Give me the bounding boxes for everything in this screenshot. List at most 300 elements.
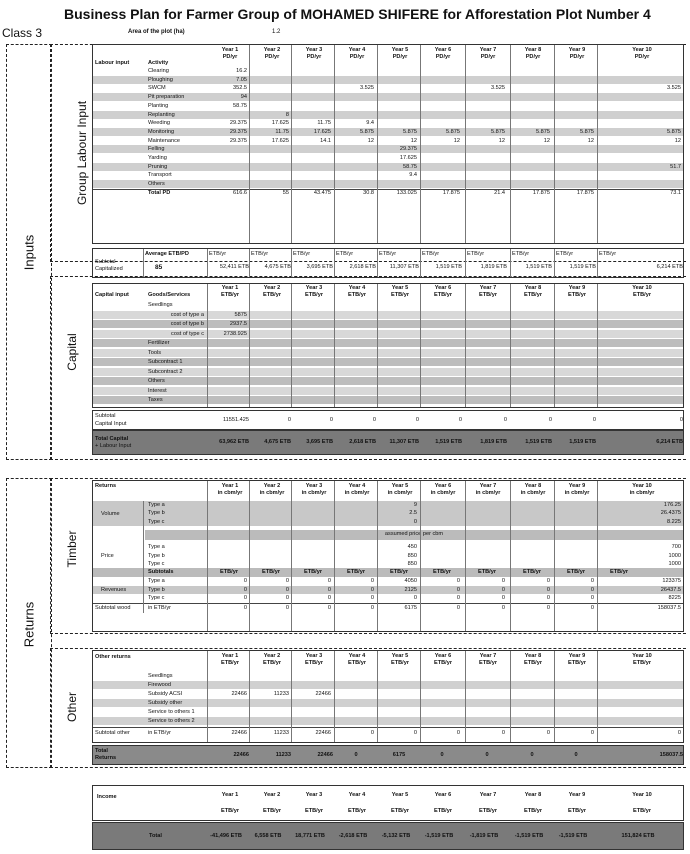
plot-area-value: 1.2 (272, 29, 281, 35)
year-unit: ETB/yr (523, 808, 543, 814)
subtotal-label-2: Capitalized (95, 266, 123, 272)
labour-row (93, 163, 683, 171)
total-value: 1,519 ETB (525, 439, 552, 445)
cell-value (597, 76, 681, 84)
cell-value (510, 163, 550, 171)
capital-row (93, 377, 683, 385)
cell-value: 17.875 (576, 189, 594, 196)
column-divider (465, 284, 466, 407)
cell-value: 3.525 (360, 85, 374, 92)
cell-value: 0 (501, 595, 505, 602)
cell-value (207, 699, 247, 707)
cell-value (554, 154, 594, 162)
timber-label: Timber (65, 530, 79, 568)
cell-value (249, 699, 289, 707)
subtotals-label: Subtotals (148, 569, 174, 576)
cell-value: 0 (546, 595, 550, 602)
capital-row (93, 368, 683, 376)
income-total-value: 18,771 ETB (295, 833, 325, 839)
cell-value (249, 154, 289, 162)
cell-value (554, 93, 594, 101)
year-header: Year 4 (348, 792, 366, 798)
cell-value (249, 84, 289, 92)
cell-value (420, 171, 460, 179)
other-row (93, 672, 683, 680)
group-label: Price (101, 553, 114, 560)
cell-value (465, 163, 505, 171)
cell-value: 0 (501, 730, 505, 736)
cell-value (377, 180, 417, 188)
type-y10-value: 8.225 (667, 518, 681, 525)
cell-value (334, 93, 374, 101)
labour-row (93, 154, 683, 162)
column-divider (465, 481, 466, 631)
group-label: Volume (101, 511, 120, 517)
labour-row (93, 67, 683, 75)
year-unit: ETB/yr (220, 808, 240, 814)
other-label: Service to others 1 (148, 709, 195, 715)
year-header: Year 7 (479, 653, 497, 659)
cell-value (420, 76, 460, 84)
cell-value: 55 (282, 189, 289, 196)
year-unit: ETB/yr (304, 660, 324, 666)
cell-value: 0 (546, 578, 550, 585)
year-unit: ETB/yr (523, 660, 543, 666)
cell-value: 11233 (273, 691, 289, 697)
total-returns-value: 0 (440, 752, 444, 758)
cell-value: 12 (367, 137, 374, 144)
cell-value: 94 (240, 94, 247, 101)
subtotal-value: 0 (679, 417, 683, 423)
cell-value: 0 (590, 730, 594, 736)
activity-label: Planting (148, 102, 169, 109)
year-header: Year 6 (434, 653, 452, 659)
cell-value: 22466 (315, 730, 331, 736)
labour-row (93, 102, 683, 110)
etb-unit: ETB/yr (303, 569, 323, 576)
subtotal-label: Subtotal (95, 259, 116, 265)
year-header: Year 7 (479, 483, 497, 489)
cell-value: 4050 (404, 578, 417, 585)
cell-value: 11.75 (275, 128, 289, 135)
year-header: Year 8 (524, 792, 542, 798)
cell-value (510, 145, 550, 153)
cell-value: 0 (456, 604, 460, 611)
column-divider (465, 249, 466, 277)
cell-value (597, 171, 681, 179)
labour-input-header: Labour input (95, 60, 130, 66)
cell-value: 9.4 (366, 120, 374, 127)
year-unit: in cbm/yr (629, 490, 655, 496)
subtotal-wood-unit: in ETB/yr (148, 604, 172, 611)
year-header: Year 5 (391, 47, 409, 53)
average-label: Average ETB/PD (145, 251, 189, 257)
cell-value: 5.875 (580, 128, 594, 135)
year-unit: in cbm/yr (387, 490, 413, 496)
subtotal-value: 0 (548, 417, 552, 423)
etb-unit: ETB/yr (336, 251, 354, 257)
other-row (93, 717, 683, 725)
column-divider (249, 284, 250, 407)
cell-value (465, 67, 505, 75)
goods-label: cost of type c (171, 330, 204, 337)
cell-value: 0 (456, 730, 460, 736)
cell-value (597, 102, 681, 110)
year-unit: in cbm/yr (520, 490, 546, 496)
total-returns-value: 6175 (392, 752, 406, 758)
cell-value (510, 76, 550, 84)
year-header: Year 9 (568, 792, 586, 798)
year-unit: ETB/yr (347, 292, 367, 298)
goods-label: Fertilizer (148, 340, 170, 346)
cell-value: 0 (590, 604, 594, 611)
capital-row (93, 330, 683, 338)
column-divider (291, 249, 292, 277)
year-unit: PD/yr (525, 54, 541, 60)
cell-value (377, 84, 417, 92)
cell-value (291, 672, 331, 680)
cell-value: 17.625 (271, 120, 289, 127)
cell-value (291, 154, 331, 162)
goods-label: Subcontract 1 (148, 359, 183, 365)
column-divider (597, 249, 598, 277)
cell-value (334, 102, 374, 110)
income-total-value: -2,618 ETB (338, 833, 368, 839)
subtotal-other-row (93, 729, 683, 737)
cell-value (249, 76, 289, 84)
cell-value: 5.875 (360, 128, 374, 135)
column-divider (554, 651, 555, 742)
year-header: Year 1 (221, 47, 239, 53)
year-header: Year 10 (632, 47, 652, 53)
year-header: Year 2 (263, 653, 281, 659)
cell-value: 12 (410, 137, 417, 144)
year-header: Year 1 (221, 285, 239, 291)
year-unit: in cbm/yr (217, 490, 243, 496)
average-value: 85 (155, 264, 163, 271)
revenues-label: Revenues (101, 587, 127, 594)
cell-value: 0 (327, 586, 331, 593)
cell-value (465, 119, 505, 127)
cell-value: 5.875 (667, 128, 681, 135)
cell-value (249, 681, 289, 689)
cell-value: 0 (456, 595, 460, 602)
activity-label: Total PD (148, 189, 171, 196)
column-divider (510, 651, 511, 742)
column-divider (291, 651, 292, 742)
year-unit: ETB/yr (347, 808, 367, 814)
total-label: Total Capital (95, 436, 129, 442)
year-header: Year 3 (305, 653, 323, 659)
cell-value: 0 (456, 586, 460, 593)
cell-value (291, 111, 331, 119)
cell-value (465, 111, 505, 119)
cell-value (554, 102, 594, 110)
year-unit: ETB/yr (632, 292, 652, 298)
cell-value: 0 (501, 586, 505, 593)
cell-value (420, 119, 460, 127)
cell-value (554, 145, 594, 153)
income-total-label: Total (149, 833, 162, 839)
cell-value (291, 708, 331, 716)
cell-value (420, 145, 460, 153)
total-returns-value: 22466 (233, 752, 249, 758)
income-total-value: -1,519 ETB (514, 833, 544, 839)
subtotal-value: 52,411 ETB (219, 264, 249, 270)
cell-value (510, 111, 550, 119)
year-header: Year 1 (221, 792, 239, 798)
cell-value: 58.75 (403, 163, 417, 170)
cell-value (291, 67, 331, 75)
goods-label: cost of type a (170, 311, 204, 318)
year-header: Year 7 (479, 792, 497, 798)
labour-row (93, 171, 683, 179)
column-divider (420, 481, 421, 631)
labour-subtotal-table (92, 248, 684, 278)
column-divider (377, 249, 378, 277)
cell-value: 17.625 (271, 137, 289, 144)
column-divider (465, 651, 466, 742)
type-y10-value: 1000 (668, 561, 681, 567)
year-header: Year 2 (263, 483, 281, 489)
year-header: Year 5 (391, 653, 409, 659)
cell-value: 17.625 (313, 128, 331, 135)
cell-value: 12 (453, 137, 460, 144)
cell-value (420, 154, 460, 162)
subtotal-value: 0 (415, 417, 419, 423)
subtotal-wood-label: Subtotal wood (95, 604, 131, 611)
type-label: Type b (148, 586, 165, 593)
activity-label: Monitoring (148, 128, 175, 135)
cell-value: 11233 (273, 730, 289, 736)
goods-label: Seedlings (148, 302, 173, 308)
cell-value: 58.75 (233, 102, 247, 109)
year-unit: ETB/yr (632, 808, 652, 814)
column-divider (249, 651, 250, 742)
cell-value: 22466 (231, 691, 247, 697)
year-header: Year 9 (568, 47, 586, 53)
goods-label: Taxes (148, 397, 163, 403)
cell-value (249, 672, 289, 680)
labour-row (93, 128, 683, 136)
subtotal-value: 1,519 ETB (435, 264, 462, 270)
total-value: 63,962 ETB (219, 439, 249, 445)
column-divider (510, 481, 511, 631)
etb-unit: ETB/yr (209, 251, 227, 257)
column-divider (249, 45, 250, 243)
year-unit: ETB/yr (347, 660, 367, 666)
year-unit: PD/yr (480, 54, 496, 60)
income-total-value: -1,519 ETB (558, 833, 588, 839)
cell-value: 158037.5 (657, 604, 681, 611)
column-divider (377, 45, 378, 243)
total-returns-value: 0 (574, 752, 578, 758)
plot-area-label: Area of the plot (ha) (128, 29, 185, 35)
cell-value: 2125 (404, 586, 417, 593)
income-total-table (92, 822, 684, 850)
cell-value: 22466 (315, 691, 331, 697)
subtotal-value: 3,695 ETB (306, 264, 333, 270)
cell-value (207, 163, 247, 171)
cell-value: 29.375 (399, 146, 417, 153)
etb-unit: ETB/yr (389, 569, 409, 576)
cell-value (465, 145, 505, 153)
capital-row (93, 320, 683, 328)
labour-row (93, 119, 683, 127)
other-row (93, 708, 683, 716)
capital-row (93, 387, 683, 395)
timber-row (93, 501, 683, 509)
cell-value (510, 102, 550, 110)
column-divider (377, 284, 378, 407)
activity-label: Yarding (148, 155, 167, 161)
year-unit: ETB/yr (262, 808, 282, 814)
capital-value: 5875 (234, 311, 247, 318)
activity-label: Others (148, 181, 165, 188)
cell-value: 0 (546, 730, 550, 736)
etb-unit: ETB/yr (293, 251, 311, 257)
year-unit: in cbm/yr (259, 490, 285, 496)
total-value: 3,695 ETB (306, 439, 333, 445)
cell-value (249, 180, 289, 188)
other-row (93, 690, 683, 698)
other-label: Seedlings (148, 673, 173, 679)
cell-value: 12 (498, 137, 505, 144)
etb-unit: ETB/yr (512, 251, 530, 257)
cell-value (249, 93, 289, 101)
cell-value (291, 93, 331, 101)
subtotal-value: 6,214 ETB (656, 264, 683, 270)
goods-label: Others (148, 378, 165, 384)
column-divider (554, 45, 555, 243)
cell-value: 11.75 (317, 120, 331, 127)
cell-value: 14.1 (320, 137, 331, 144)
cell-value (249, 67, 289, 75)
year-unit: ETB/yr (433, 660, 453, 666)
cell-value: 123375 (662, 578, 681, 585)
cell-value (554, 67, 594, 75)
year-header: Year 9 (568, 653, 586, 659)
year-unit: ETB/yr (478, 660, 498, 666)
year-header: Year 4 (348, 653, 366, 659)
cell-value (420, 84, 460, 92)
type-y5-value: 9 (413, 502, 417, 508)
capital-row (93, 301, 683, 309)
cell-value: 0 (413, 730, 417, 736)
cell-value: 0 (327, 604, 331, 611)
subtotal-value: 1,519 ETB (525, 264, 552, 270)
cell-value (597, 154, 681, 162)
cell-value (207, 180, 247, 188)
cell-value (377, 102, 417, 110)
subtotal-value: 2,618 ETB (349, 264, 376, 270)
cell-value (420, 180, 460, 188)
returns-label: Returns (21, 601, 37, 648)
year-header: Year 3 (305, 792, 323, 798)
cell-value: 29.375 (229, 137, 247, 144)
activity-label: Replanting (148, 111, 175, 118)
year-header: Year 1 (221, 483, 239, 489)
activity-header: Activity (148, 60, 169, 66)
year-header: Year 10 (632, 653, 652, 659)
year-unit: ETB/yr (478, 292, 498, 298)
total-value: 1,519 ETB (435, 439, 462, 445)
cell-value: 5.875 (491, 128, 505, 135)
cell-value: 0 (327, 595, 331, 602)
year-unit: in cbm/yr (430, 490, 456, 496)
year-header: Year 8 (524, 285, 542, 291)
year-unit: ETB/yr (304, 292, 324, 298)
other-returns-table (92, 650, 684, 743)
year-unit: ETB/yr (567, 660, 587, 666)
labour-row (93, 180, 683, 188)
year-header: Year 10 (632, 483, 652, 489)
cell-value (207, 145, 247, 153)
type-label: Type a (148, 544, 165, 551)
revenue-row (93, 586, 683, 594)
subtotal-divider (93, 727, 683, 728)
income-total-value: -5,132 ETB (381, 833, 411, 839)
cell-value (554, 180, 594, 188)
other-label: Subsidy ACSI (148, 691, 183, 697)
etb-unit: ETB/yr (522, 569, 542, 576)
subtotal-value: 4,675 ETB (264, 264, 291, 270)
type-y5-value: 2.5 (409, 510, 417, 517)
year-unit: ETB/yr (304, 808, 324, 814)
cell-value (465, 154, 505, 162)
total-returns-label-2: Returns (95, 755, 117, 761)
type-label: Type c (148, 595, 165, 602)
year-header: Year 1 (221, 653, 239, 659)
cell-value: 0 (243, 578, 247, 585)
subtotal-other-label: Subtotal other (95, 730, 130, 736)
cell-value (597, 180, 681, 188)
labour-row (93, 84, 683, 92)
cell-value: 0 (370, 604, 374, 611)
cell-value (207, 708, 247, 716)
cell-value (554, 171, 594, 179)
other-label: Service to others 2 (148, 718, 195, 724)
other-returns-header: Other returns (95, 654, 131, 660)
goods-label: Subcontract 2 (148, 368, 183, 375)
year-header: Year 3 (305, 483, 323, 489)
column-divider (334, 284, 335, 407)
capital-table (92, 283, 684, 408)
returns-header: Returns (95, 483, 117, 489)
cell-value: 5.875 (403, 128, 417, 135)
labour-row (93, 111, 683, 119)
cell-value: 0 (243, 604, 247, 611)
labour-row (93, 145, 683, 153)
column-divider (377, 481, 378, 631)
cell-value (291, 180, 331, 188)
cell-value: 0 (327, 578, 331, 585)
cell-value (207, 154, 247, 162)
income-total-value: 151,824 ETB (621, 833, 655, 839)
year-header: Year 2 (263, 285, 281, 291)
year-unit: ETB/yr (262, 660, 282, 666)
assumed-row (145, 530, 683, 540)
cell-value (207, 717, 247, 725)
year-unit: ETB/yr (523, 292, 543, 298)
cell-value (510, 154, 550, 162)
column-divider (207, 481, 208, 631)
activity-label: Felling (148, 146, 165, 153)
year-header: Year 8 (524, 47, 542, 53)
column-divider (334, 249, 335, 277)
cell-value (377, 111, 417, 119)
cell-value (377, 67, 417, 75)
